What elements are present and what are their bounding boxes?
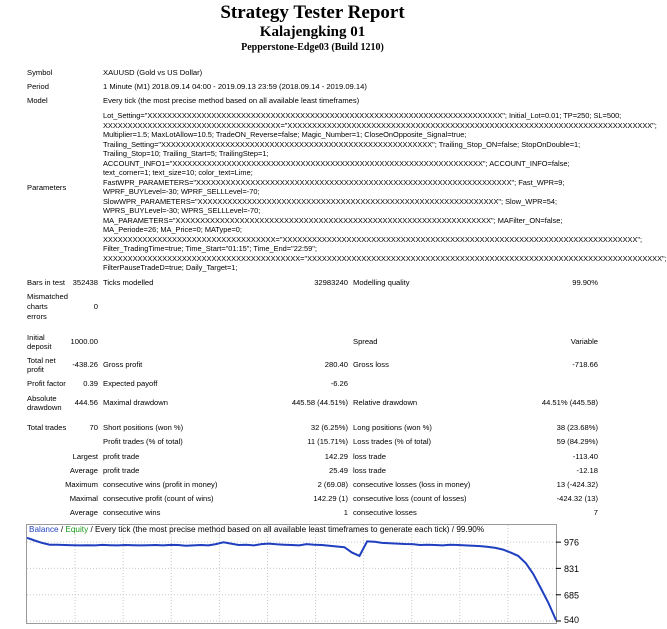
spread-label: Spread: [353, 337, 378, 346]
short-positions-value: 32 (6.25%): [310, 423, 348, 432]
average-label: Average: [69, 466, 98, 475]
total-trades-value: 70: [89, 423, 98, 432]
expected-payoff-label: Expected payoff: [103, 379, 158, 388]
param-line: Multiplier=1.5; MaxLotAllow=10.5; TradeON_Reverse=false; Magic_Number=1; CloseOnOpposite_Signal=true;: [103, 130, 467, 139]
param-line: FastWPR_PARAMETERS="XXXXXXXXXXXXXXXXXXXXXXXXXXXXXXXXXXXXXXXXXXXXXXXXXXXXXXXXXXXXXXXX"; Fast_WPR=9;: [103, 177, 565, 187]
max-cons-losses-label: consecutive losses (loss in money): [353, 480, 471, 489]
gross-profit-value: 280.40: [324, 360, 348, 369]
maximal-cons-loss-label: consecutive loss (count of losses): [353, 494, 467, 503]
period-label: Period: [27, 82, 49, 91]
avg-cons-losses-label: consecutive losses: [353, 508, 417, 517]
max-drawdown-label: Maximal drawdown: [103, 398, 168, 407]
param-line: Trailing_Setting="XXXXXXXXXXXXXXXXXXXXXXXXXXXXXXXXXXXXXXXXXXXXXXXXXXXXXXX"; Trailing_Stop_ON=false; StopOnDouble=1;: [103, 139, 581, 149]
report-title: Strategy Tester Report: [220, 2, 405, 23]
y-tick-label: 831: [564, 563, 580, 574]
net-profit-value: -438.26: [72, 360, 98, 369]
symbol-label: Symbol: [27, 68, 53, 77]
param-line: XXXXXXXXXXXXXXXXXXXXXXXXXXXXXXXXXXX="XXXXXXXXXXXXXXXXXXXXXXXXXXXXXXXXXXXXXXXXXXXXXXXXXXXXXXXXXXXXXXXXXXXXXXXX";: [103, 234, 643, 244]
server-build: Pepperstone-Edge03 (Build 1210): [241, 42, 384, 53]
largest-loss-label: loss trade: [353, 452, 386, 461]
gross-loss-label: Gross loss: [353, 360, 389, 369]
avg-cons-wins-label: consecutive wins: [103, 508, 161, 517]
avg-cons-label: Average: [69, 508, 98, 517]
balance-chart-svg: [26, 524, 616, 624]
maximal-cons-loss-value: -424.32 (13): [556, 494, 598, 503]
gross-loss-value: -718.66: [572, 360, 598, 369]
quality-label: Modelling quality: [353, 278, 410, 287]
legend-description: / Every tick (the most precise method based on all available least timeframes to generate each tick) / 99.90%: [88, 525, 485, 534]
ticks-label: Ticks modelled: [103, 278, 154, 287]
spread-value: Variable: [570, 337, 598, 346]
max-cons-wins-value: 2 (69.08): [317, 480, 348, 489]
chart-frame: [27, 525, 557, 624]
param-line: XXXXXXXXXXXXXXXXXXXXXXXXXXXXXXXXXXXX="XXXXXXXXXXXXXXXXXXXXXXXXXXXXXXXXXXXXXXXXXXXXXXXXXXXXXXXXXXXXXXXXXXXXXXXXXX";: [103, 120, 657, 130]
profit-factor-label: Profit factor: [27, 379, 66, 388]
y-tick-label: 685: [564, 590, 580, 601]
y-axis-ticks: [556, 538, 579, 625]
legend-balance: Balance: [29, 525, 59, 534]
loss-trades-label: Loss trades (% of total): [353, 437, 432, 446]
short-positions-label: Short positions (won %): [103, 423, 184, 432]
symbol-value: XAUUSD (Gold vs US Dollar): [103, 68, 203, 77]
param-line: Trailing_Stop=10; Trailing_Start=5; TrailingStep=1;: [103, 149, 269, 158]
long-positions-label: Long positions (won %): [353, 423, 432, 432]
abs-drawdown-label: Absolute: [27, 394, 57, 403]
param-line: Lot_Setting="XXXXXXXXXXXXXXXXXXXXXXXXXXXXXXXXXXXXXXXXXXXXXXXXXXXXXXXXXXXXXXXXXXXXXXXX"; Initial_Lot=0.01; TP=250; SL=500;: [103, 111, 622, 120]
net-profit-label: Total net: [27, 356, 56, 365]
param-line: ACCOUNT_INFO1="XXXXXXXXXXXXXXXXXXXXXXXXXXXXXXXXXXXXXXXXXXXXXXXXXXXXXXXXXXXXXXX"; ACCOUNT_INFO=false;: [103, 158, 570, 168]
bars-label: Bars in test: [27, 278, 65, 287]
parameters-block: [103, 111, 667, 273]
average-loss-value: -12.18: [576, 466, 598, 475]
rel-drawdown-value: 44.51% (445.58): [541, 398, 598, 407]
abs-drawdown-label: drawdown: [27, 403, 62, 412]
expert-name: Kalajengking 01: [259, 24, 366, 40]
mismatch-label: charts: [27, 302, 48, 311]
total-trades-label: Total trades: [27, 423, 67, 432]
legend-equity: Equity: [65, 525, 89, 534]
profit-trades-label: Profit trades (% of total): [103, 437, 183, 446]
avg-cons-wins-value: 1: [343, 508, 348, 517]
mismatch-label: Mismatched: [27, 292, 68, 301]
parameters-label: Parameters: [27, 183, 67, 192]
maximal-cons-profit-value: 142.29 (1): [313, 494, 348, 503]
net-profit-label: profit: [27, 365, 44, 374]
param-line: SlowWPR_PARAMETERS="XXXXXXXXXXXXXXXXXXXXXXXXXXXXXXXXXXXXXXXXXXXXXXXXXXXXXXXXXXXXX"; Slow_WPR=54;: [103, 196, 558, 206]
largest-profit-label: profit trade: [103, 452, 140, 461]
average-profit-value: 25.49: [328, 466, 348, 475]
model-value: Every tick (the most precise method based on all available least timeframes): [103, 96, 360, 105]
maximal-label: Maximal: [69, 494, 98, 503]
mismatch-label: errors: [27, 312, 47, 321]
quality-value: 99.90%: [572, 278, 598, 287]
mismatch-value: 0: [93, 302, 98, 311]
max-cons-wins-label: consecutive wins (profit in money): [103, 480, 218, 489]
largest-label: Largest: [72, 452, 98, 461]
long-positions-value: 38 (23.68%): [556, 423, 598, 432]
param-line: WPRF_BUYLevel=-30; WPRF_SELLLevel=-70;: [103, 187, 260, 196]
average-profit-label: profit trade: [103, 466, 140, 475]
param-line: MA_PARAMETERS="XXXXXXXXXXXXXXXXXXXXXXXXXXXXXXXXXXXXXXXXXXXXXXXXXXXXXXXXXXXXXXXX"; MAFilter_ON=false;: [103, 215, 563, 225]
ticks-value: 32983240: [314, 278, 348, 287]
average-loss-label: loss trade: [353, 466, 386, 475]
max-cons-losses-value: 13 (-424.32): [556, 480, 598, 489]
deposit-label: deposit: [27, 342, 52, 351]
y-tick-label: 976: [564, 537, 580, 548]
param-line: FilterPauseTradeD=true; Daily_Target=1;: [103, 263, 238, 272]
param-line: XXXXXXXXXXXXXXXXXXXXXXXXXXXXXXXXXXXXXXXX="XXXXXXXXXXXXXXXXXXXXXXXXXXXXXXXXXXXXXXXXXXXXXXXXXXXXXXXXXXXXXXXXXXXXXXXX";: [103, 253, 667, 263]
deposit-value: 1000.00: [70, 337, 98, 346]
balance-chart: [26, 524, 616, 624]
period-value: 1 Minute (M1) 2018.09.14 04:00 - 2019.09.13 23:59 (2018.09.14 - 2019.09.14): [103, 82, 367, 91]
bars-value: 352438: [72, 278, 98, 287]
max-drawdown-value: 445.58 (44.51%): [291, 398, 348, 407]
param-line: Filter_TradingTime=true; Time_Start="01:15"; Time_End="22:59";: [103, 244, 317, 253]
avg-cons-losses-value: 7: [593, 508, 598, 517]
abs-drawdown-value: 444.56: [74, 398, 98, 407]
gross-profit-label: Gross profit: [103, 360, 143, 369]
param-line: WPRS_BUYLevel=-30; WPRS_SELLLevel=-70;: [103, 206, 261, 215]
maximal-cons-profit-label: consecutive profit (count of wins): [103, 494, 214, 503]
expected-payoff-value: -6.26: [330, 379, 348, 388]
chart-legend: [29, 525, 484, 535]
profit-factor-value: 0.39: [83, 379, 98, 388]
deposit-label: Initial: [27, 333, 45, 342]
loss-trades-value: 59 (84.29%): [556, 437, 598, 446]
largest-profit-value: 142.29: [324, 452, 348, 461]
largest-loss-value: -113.40: [572, 452, 598, 461]
param-line: text_corner=1; text_size=10; color_text=Lime;: [103, 168, 253, 177]
model-label: Model: [27, 96, 48, 105]
legend-separator: /: [58, 525, 66, 534]
maximum-label: Maximum: [65, 480, 98, 489]
param-line: MA_Periode=26; MA_Price=0; MAType=0;: [103, 225, 242, 234]
rel-drawdown-label: Relative drawdown: [353, 398, 418, 407]
y-tick-label: 540: [564, 615, 580, 625]
profit-trades-value: 11 (15.71%): [307, 437, 348, 446]
